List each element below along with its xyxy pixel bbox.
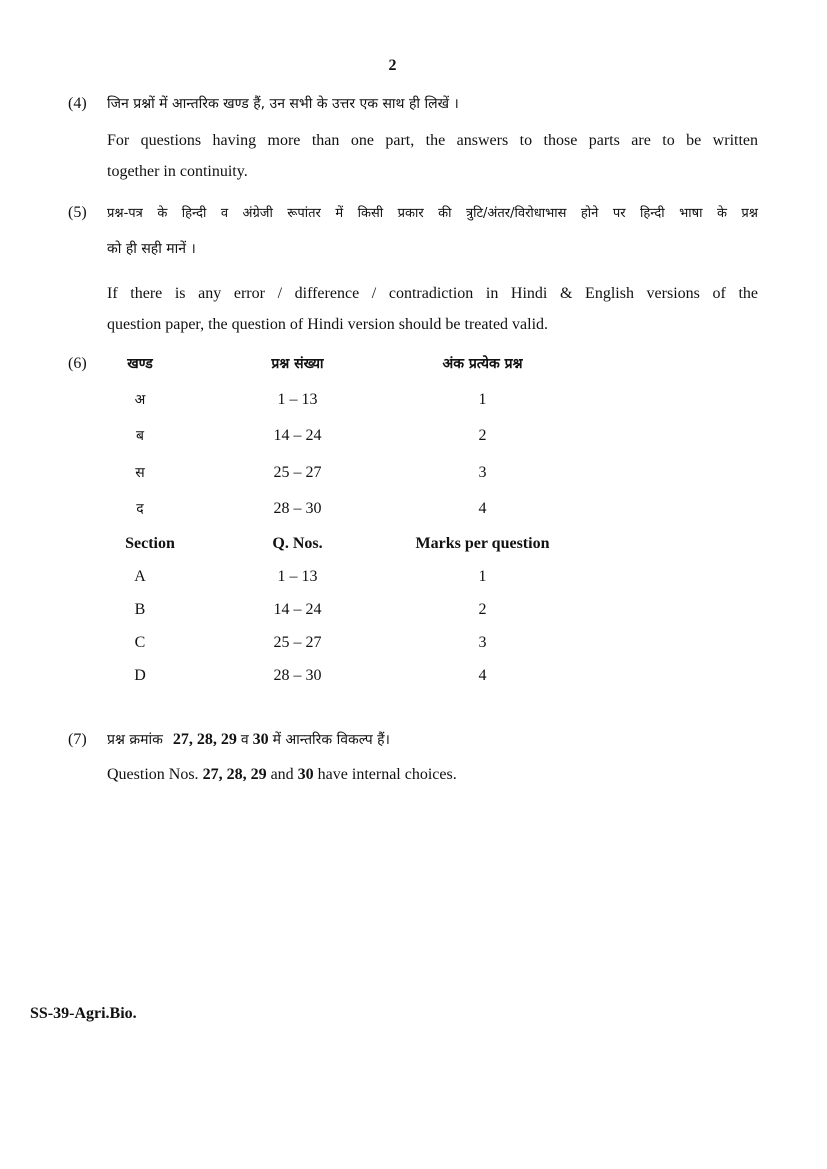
item-6-number: (6) <box>68 355 87 372</box>
item-5-english-line-1: If there is any error / difference / contradiction in Hindi & English versions of the <box>107 285 758 302</box>
english-row-2-marks: 2 <box>478 601 487 618</box>
hindi-header-marks: अंक प्रत्येक प्रश्न <box>442 356 523 372</box>
english-row-1-section: A <box>134 568 146 585</box>
hindi-row-2-qnos: 14 – 24 <box>273 427 322 444</box>
english-row-3-qnos: 25 – 27 <box>273 634 322 651</box>
english-header-qnos: Q. Nos. <box>272 535 323 552</box>
english-row-4-marks: 4 <box>478 667 487 684</box>
hindi-header-section: खण्ड <box>127 356 153 372</box>
item-5-hindi-line-1: प्रश्न-पत्र के हिन्दी व अंग्रेजी रूपांतर में किसी प्रकार की त्रुटि/अंतर/विरोधाभास होने पर हिन्दी भाषा के प्रश्न <box>107 206 758 221</box>
english-row-2-section: B <box>134 601 146 618</box>
english-row-2-qnos: 14 – 24 <box>273 601 322 618</box>
hindi-row-3-qnos: 25 – 27 <box>273 464 322 481</box>
item-7-hindi-prefix: प्रश्न क्रमांक <box>107 732 163 748</box>
item-7-english-numbers: 27, 28, 29 <box>202 766 267 783</box>
item-7-hindi-text <box>107 730 390 749</box>
item-5-number: (5) <box>68 204 87 221</box>
item-5-english-line-2: question paper, the question of Hindi version should be treated valid. <box>107 316 549 333</box>
item-4-english-line-1: For questions having more than one part, the answers to those parts are to be written <box>107 132 758 149</box>
item-7-hindi-suffix: में आन्तरिक विकल्प हैं। <box>272 732 390 748</box>
hindi-row-2-section: ब <box>136 428 144 444</box>
english-row-3-section: C <box>134 634 146 651</box>
english-row-1-qnos: 1 – 13 <box>277 568 318 585</box>
english-row-3-marks: 3 <box>478 634 487 651</box>
page-number: 2 <box>388 57 397 74</box>
hindi-row-4-marks: 4 <box>478 500 487 517</box>
hindi-row-3-section: स <box>135 465 145 481</box>
item-7-hindi-and: व <box>240 732 249 748</box>
english-row-4-qnos: 28 – 30 <box>273 667 322 684</box>
item-4-hindi-text: जिन प्रश्नों में आन्तरिक खण्ड हैं, उन सभी के उत्तर एक साथ ही लिखें । <box>107 96 459 112</box>
item-7-english-last: 30 <box>297 766 314 783</box>
item-4-english-line-2: together in continuity. <box>107 163 248 180</box>
item-5-hindi-line-2: को ही सही मानें । <box>107 241 196 257</box>
item-7-english-suffix: have internal choices. <box>317 766 457 783</box>
hindi-header-qnos: प्रश्न संख्या <box>271 356 324 372</box>
english-header-section: Section <box>125 535 175 552</box>
hindi-row-2-marks: 2 <box>478 427 487 444</box>
english-header-marks: Marks per question <box>415 535 550 552</box>
hindi-row-3-marks: 3 <box>478 464 487 481</box>
hindi-row-4-section: द <box>136 501 144 517</box>
hindi-row-1-qnos: 1 – 13 <box>277 391 318 408</box>
item-7-english-text <box>107 766 457 784</box>
item-7-english-prefix: Question Nos. <box>107 766 199 783</box>
item-4-number: (4) <box>68 95 87 112</box>
item-7-number: (7) <box>68 731 87 748</box>
item-7-hindi-numbers: 27, 28, 29 <box>172 731 237 748</box>
hindi-row-1-marks: 1 <box>478 391 487 408</box>
paper-code-footer: SS-39-Agri.Bio. <box>30 1005 137 1022</box>
hindi-row-1-section: अ <box>134 392 146 408</box>
english-row-4-section: D <box>134 667 146 684</box>
item-7-english-and: and <box>270 766 294 783</box>
english-row-1-marks: 1 <box>478 568 487 585</box>
hindi-row-4-qnos: 28 – 30 <box>273 500 322 517</box>
item-7-hindi-last: 30 <box>252 731 269 748</box>
